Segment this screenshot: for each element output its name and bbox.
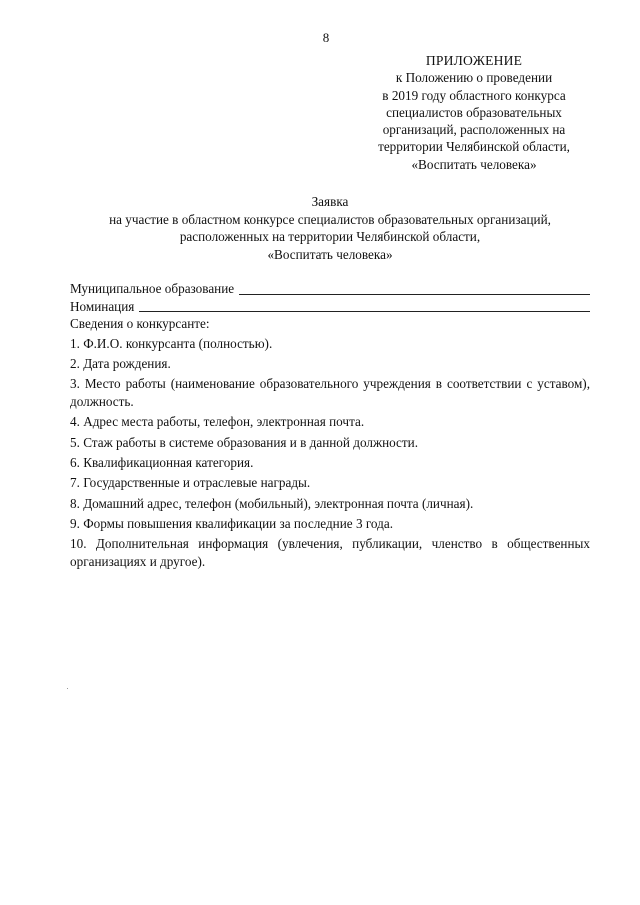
appendix-line: территории Челябинской области, <box>378 139 570 155</box>
municipality-label: Муниципальное образование <box>70 281 235 296</box>
application-heading <box>60 193 600 263</box>
list-item: 4. Адрес места работы, телефон, электронная почта. <box>70 414 365 430</box>
list-item: 9. Формы повышения квалификации за последние 3 года. <box>70 515 393 531</box>
list-item: 6. Квалификационная категория. <box>70 454 254 470</box>
nomination-label: Номинация <box>70 298 135 314</box>
appendix-title: ПРИЛОЖЕНИЕ <box>425 53 523 68</box>
application-subtitle-line: «Воспитать человека» <box>267 246 393 262</box>
application-subtitle-line: расположенных на территории Челябинской области, <box>179 229 481 244</box>
municipality-field <box>70 280 590 298</box>
scan-speck <box>67 688 68 689</box>
application-form <box>70 280 590 573</box>
list-item: 3. Место работы (наименование образовательного учреждения в соответствии с уставом), должность. <box>70 376 590 410</box>
nomination-field <box>70 298 590 316</box>
list-item: 5. Стаж работы в системе образования и в данной должности. <box>70 434 419 450</box>
appendix-line: специалистов образовательных <box>386 104 562 120</box>
list-item: 8. Домашний адрес, телефон (мобильный), электронная почта (личная). <box>70 495 474 511</box>
appendix-line: в 2019 году областного конкурса <box>382 87 566 103</box>
list-item: 2. Дата рождения. <box>70 355 171 371</box>
application-title: Заявка <box>311 194 349 209</box>
appendix-line: организаций, расположенных на <box>382 122 566 138</box>
page-number: 8 <box>322 30 330 45</box>
nomination-blank-line[interactable] <box>139 299 590 312</box>
list-item: 10. Дополнительная информация (увлечения, публикации, членство в общественных организациях и другое). <box>70 536 590 570</box>
appendix-block <box>355 52 593 173</box>
application-subtitle-line: на участие в областном конкурсе специалистов образовательных организаций, <box>109 211 551 227</box>
list-item: 1. Ф.И.О. конкурсанта (полностью). <box>70 335 273 351</box>
municipality-blank-line[interactable] <box>239 282 590 295</box>
appendix-line: к Положению о проведении <box>395 70 553 86</box>
contestant-info-list <box>70 335 590 572</box>
appendix-line: «Воспитать человека» <box>411 156 537 172</box>
contestant-info-label: Сведения о конкурсанте: <box>70 316 210 331</box>
list-item: 7. Государственные и отраслевые награды. <box>70 475 311 491</box>
